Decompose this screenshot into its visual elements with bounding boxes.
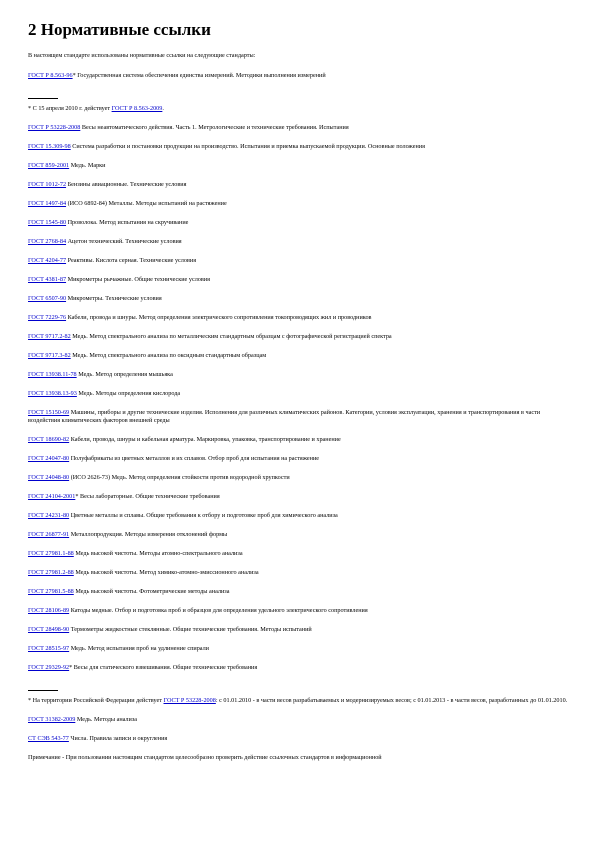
standard-title: Бензины авиационные. Технические условия	[66, 181, 187, 188]
standard-link[interactable]: ГОСТ 28106-89	[28, 607, 70, 614]
footnote-2-suffix: : с 01.01.2010 - в части весов разрабатываемых и модернизируемых весов; с 01.01.2013 - в части весов, разработанных до 01.01.2010.	[215, 697, 568, 704]
reference-entry	[28, 72, 568, 80]
reference-entry	[28, 200, 568, 208]
standard-link[interactable]: ГОСТ 28498-90	[28, 626, 70, 633]
standard-title: Медь высокой чистоты. Метод химико-атомно-эмиссионного анализа	[73, 569, 259, 576]
section-heading: 2 Нормативные ссылки	[28, 20, 211, 39]
standard-title: Проволока. Метод испытания на скручивание	[66, 219, 189, 226]
reference-entry	[28, 257, 568, 265]
reference-entry	[28, 276, 568, 284]
standard-link[interactable]: ГОСТ 13938.13-93	[28, 390, 77, 397]
standard-title: Весы для статического взвешивания. Общие технические требования	[72, 664, 258, 671]
reference-entry	[28, 716, 568, 724]
standard-title: Термометры жидкостные стеклянные. Общие технические требования. Методы испытаний	[69, 626, 312, 633]
standard-title: Машины, приборы и другие технические изделия. Исполнения для различных климатических районов. Категории, условия эксплуатации, хранения и транспортирования в части воздействия климатических факторов внешней среды	[28, 409, 541, 424]
reference-entry	[28, 333, 568, 341]
standard-title: Медь. Метод спектрального анализа по металлическим стандартным образцам с фотографической регистрацией спектра	[70, 333, 392, 340]
standard-title: Микрометры. Технические условия	[66, 295, 162, 302]
reference-entry	[28, 569, 568, 577]
standard-link[interactable]: ГОСТ 2768-84	[28, 238, 67, 245]
reference-entry	[28, 607, 568, 615]
reference-list-2	[28, 124, 568, 672]
standard-link[interactable]: ГОСТ 27981.2-88	[28, 569, 74, 576]
reference-entry	[28, 238, 568, 246]
standard-title: Цветные металлы и сплавы. Общие требования к отбору и подготовке проб для химического анализа	[69, 512, 338, 519]
standard-link[interactable]: ГОСТ 1012-72	[28, 181, 67, 188]
reference-entry	[28, 550, 568, 558]
reference-list-3	[28, 716, 568, 743]
footnote-2-link[interactable]: ГОСТ Р 53228-2008	[163, 697, 216, 704]
standard-title: Катоды медные. Отбор и подготовка проб и образцов для определения удельного электрического сопротивления	[69, 607, 368, 614]
standard-link[interactable]: ГОСТ 28515-97	[28, 645, 70, 652]
standard-link[interactable]: ГОСТ 24104-2001	[28, 493, 76, 500]
reference-entry	[28, 295, 568, 303]
standard-link[interactable]: ГОСТ 13938.11-78	[28, 371, 77, 378]
standard-link[interactable]: ГОСТ 4204-77	[28, 257, 67, 264]
standard-link[interactable]: ГОСТ 24231-80	[28, 512, 70, 519]
reference-entry	[28, 645, 568, 653]
standard-link[interactable]: ГОСТ 1545-80	[28, 219, 67, 226]
standard-link[interactable]: ГОСТ 1497-84	[28, 200, 67, 207]
footnote-2	[28, 697, 568, 705]
footnote-mark: *	[69, 664, 73, 671]
standard-title: Медь высокой чистоты. Фотометрические методы анализа	[73, 588, 230, 595]
standard-link[interactable]: ГОСТ 15.309-98	[28, 143, 71, 150]
standard-title: Металлопродукция. Методы измерения отклонений формы	[69, 531, 228, 538]
standard-link[interactable]: ГОСТ 31382-2009	[28, 716, 76, 723]
standard-link[interactable]: ГОСТ Р 53228-2008	[28, 124, 81, 131]
reference-entry	[28, 352, 568, 360]
reference-entry	[28, 143, 568, 151]
reference-entry	[28, 371, 568, 379]
standard-link[interactable]: ГОСТ 9717.3-82	[28, 352, 71, 359]
standard-title: Реактивы. Кислота серная. Технические условия	[66, 257, 197, 264]
reference-entry	[28, 162, 568, 170]
standard-link[interactable]: ГОСТ 7229-76	[28, 314, 67, 321]
standard-link[interactable]: ГОСТ 27981.1-88	[28, 550, 74, 557]
footnote-1-prefix: * С 15 апреля 2010 г. действует	[28, 105, 112, 112]
standard-link[interactable]: ГОСТ 18690-82	[28, 436, 70, 443]
standard-link[interactable]: ГОСТ 24048-80	[28, 474, 70, 481]
standard-link[interactable]: ГОСТ 24047-80	[28, 455, 70, 462]
standard-title: Ацетон технический. Технические условия	[66, 238, 182, 245]
standard-title: Государственная система обеспечения единства измерений. Методики выполнения измерений	[75, 72, 326, 79]
reference-entry	[28, 314, 568, 322]
standard-link[interactable]: ГОСТ 29329-92	[28, 664, 70, 671]
footnote-mark: *	[75, 493, 79, 500]
reference-entry	[28, 474, 568, 482]
footnote-1-suffix: .	[162, 105, 164, 112]
standard-link[interactable]: ГОСТ Р 8.563-96	[28, 72, 73, 79]
reference-entry	[28, 219, 568, 227]
reference-entry	[28, 735, 568, 743]
reference-entry	[28, 124, 568, 132]
standard-link[interactable]: ГОСТ 859-2001	[28, 162, 70, 169]
reference-entry	[28, 455, 568, 463]
reference-entry	[28, 588, 568, 596]
reference-entry	[28, 390, 568, 398]
footnote-1	[28, 105, 568, 113]
reference-entry	[28, 181, 568, 189]
note-text: Примечание - При пользовании настоящим стандартом целесообразно проверить действие ссылочных стандартов в информационной	[28, 754, 382, 761]
standard-link[interactable]: СТ СЭВ 543-77	[28, 735, 69, 742]
standard-title: Весы неавтоматического действия. Часть 1. Метрологические и технические требования. Испытания	[80, 124, 349, 131]
standard-title: Весы лабораторные. Общие технические требования	[78, 493, 220, 500]
standard-link[interactable]: ГОСТ 26877-91	[28, 531, 70, 538]
standard-title: Числа. Правила записи и округления	[68, 735, 168, 742]
footnote-mark: *	[72, 72, 76, 79]
footnote-separator	[28, 98, 58, 99]
standard-link[interactable]: ГОСТ 27981.5-88	[28, 588, 74, 595]
standard-title: Кабели, провода, шнуры и кабельная арматура. Маркировка, упаковка, транспортирование и хранение	[69, 436, 341, 443]
reference-entry	[28, 493, 568, 501]
standard-title: Система разработки и постановки продукции на производство. Испытания и приемка выпускаемой продукции. Основные положения	[70, 143, 425, 150]
standard-title: Медь. Метод определения мышьяка	[76, 371, 173, 378]
standard-title: (ИСО 2626-73) Медь. Метод определения стойкости против водородной хрупкости	[69, 474, 290, 481]
reference-entry	[28, 409, 568, 425]
standard-title: Медь. Метод испытания проб на удлинение спирали	[69, 645, 209, 652]
reference-entry	[28, 512, 568, 520]
footnote-1-link[interactable]: ГОСТ Р 8.563-2009	[111, 105, 163, 112]
standard-title: Медь. Марки	[69, 162, 106, 169]
standard-title: Микрометры рычажные. Общие технические условия	[66, 276, 210, 283]
footnote-separator-2	[28, 690, 58, 691]
intro-text: В настоящем стандарте использованы нормативные ссылки на следующие стандарты:	[28, 52, 256, 59]
standard-title: Медь. Методы определения кислорода	[76, 390, 181, 397]
reference-entry	[28, 626, 568, 634]
standard-link[interactable]: ГОСТ 9717.2-82	[28, 333, 71, 340]
standard-title: Медь высокой чистоты. Методы атомно-спектрального анализа	[73, 550, 243, 557]
reference-entry	[28, 531, 568, 539]
standard-link[interactable]: ГОСТ 15150-69	[28, 409, 70, 416]
standard-title: Медь. Методы анализа	[75, 716, 138, 723]
reference-list-1	[28, 72, 568, 80]
reference-entry	[28, 664, 568, 672]
standard-title: Полуфабрикаты из цветных металлов и их сплавов. Отбор проб для испытания на растяжение	[69, 455, 320, 462]
standard-title: Медь. Метод спектрального анализа по оксидным стандартным образцам	[70, 352, 267, 359]
standard-title: (ИСО 6892-84) Металлы. Методы испытаний на растяжение	[66, 200, 227, 207]
standard-link[interactable]: ГОСТ 4381-87	[28, 276, 67, 283]
document-page	[28, 20, 568, 773]
standard-title: Кабели, провода и шнуры. Метод определения электрического сопротивления токопроводящих жил и проводников	[66, 314, 372, 321]
standard-link[interactable]: ГОСТ 6507-90	[28, 295, 67, 302]
reference-entry	[28, 436, 568, 444]
footnote-2-prefix: * На территории Российской Федерации действует	[28, 697, 164, 704]
